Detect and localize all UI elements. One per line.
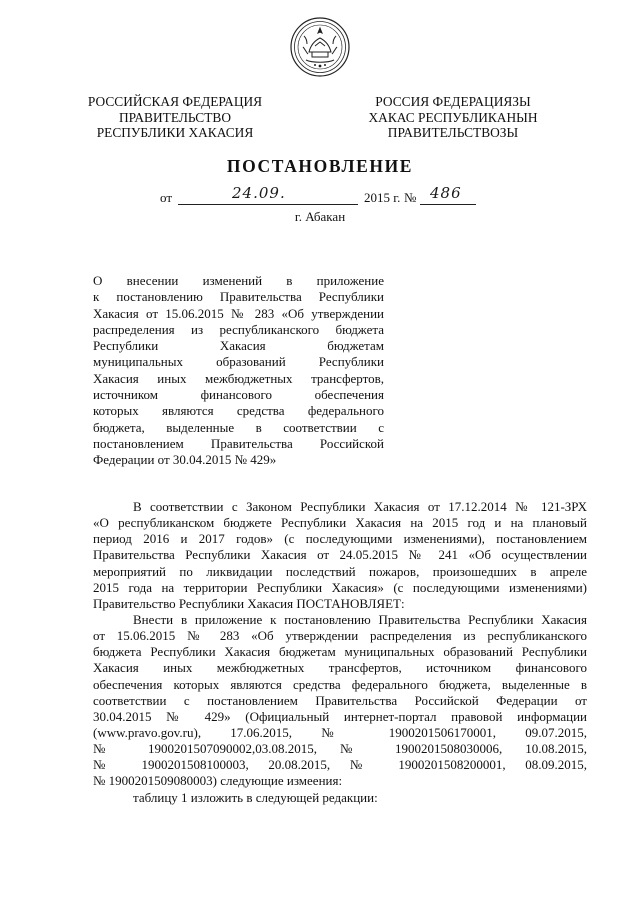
body-text [93, 499, 587, 806]
body-line: № 1900201508100003, 20.08.2015, № 1900201508200001, 08.09.2015, [93, 757, 587, 773]
body-line: Хакасия иных межбюджетных трансфертов, источником финансового [93, 660, 587, 676]
subject-line: источником финансового обеспечения [93, 387, 384, 403]
subject-line: бюджета, выделенные в соответствии с [93, 419, 384, 435]
subject-line: Республики Хакасия бюджетам [93, 338, 384, 354]
subject-line: постановлением Правительства Российской [93, 435, 384, 451]
date-handwritten: 24.09. [232, 184, 286, 202]
body-line: мероприятий по ликвидации последствий пожаров, произошедших в апреле [93, 563, 587, 579]
subject-line: Хакасия от 15.06.2015 № 283 «Об утверждении [93, 305, 384, 321]
subject-line: О внесении изменений в приложение [93, 273, 384, 288]
body-line: Внести в приложение к постановлению Правительства Республики Хакасия [133, 611, 587, 627]
date-from-label: от [160, 190, 173, 205]
header-left [60, 94, 290, 141]
body-line: № 1900201509080003) следующие измеения: [93, 773, 343, 789]
subject-line: Федерации от 30.04.2015 № 429» [93, 452, 277, 468]
subject-line: Хакасия иных межбюджетных трансфертов, [93, 370, 384, 386]
document-title: ПОСТАНОВЛЕНИЕ [226, 156, 414, 176]
subject-line: распределения из республиканского бюджета [93, 321, 384, 337]
header-left-line: ПРАВИТЕЛЬСТВО [118, 109, 231, 125]
subject-block [93, 273, 384, 469]
city-label: г. Абакан [294, 209, 346, 224]
body-line: № 1900201507090002,03.08.2015, № 1900201508030006, 10.08.2015, [93, 741, 587, 757]
header-left-line: РОССИЙСКАЯ ФЕДЕРАЦИЯ [87, 94, 263, 109]
body-line: Правительство Республики Хакасия ПОСТАНОВЛЯЕТ: [93, 595, 405, 611]
body-line: таблицу 1 изложить в следующей редакции: [133, 789, 378, 805]
body-line: (www.pravo.gov.ru), 17.06.2015, № 1900201506170001, 09.07.2015, [93, 724, 587, 740]
header-right-line: ПРАВИТЕЛЬСТВОЗЫ [387, 125, 519, 141]
header-left-line: РЕСПУБЛИКИ ХАКАСИЯ [96, 125, 254, 141]
coat-of-arms-emblem [289, 16, 351, 78]
body-line: период 2016 и 2017 годов» (с последующими изменениями), постановлением [93, 531, 587, 547]
number-label: № [404, 190, 417, 205]
year-label: 2015 г. [364, 190, 401, 205]
header-right-line: ХАКАС РЕСПУБЛИКАНЫН [368, 109, 538, 125]
body-line: от 15.06.2015 № 283 «Об утверждении распределения из республиканского [93, 628, 587, 644]
header-right [338, 94, 568, 141]
body-line: 30.04.2015 № 429» (Официальный интернет-портал правовой информации [93, 708, 587, 724]
subject-line: к постановлению Правительства Республики [93, 289, 384, 305]
body-line: 2015 года на территории Республики Хакасия» (с последующими изменениями) [93, 579, 587, 595]
body-line: Правительства Республики Хакасия от 24.05.2015 № 241 «Об осуществлении [93, 547, 587, 563]
body-line: бюджета Республики Хакасия бюджетам муниципальных образований Республики [93, 644, 587, 660]
body-line: обеспечения которых являются средства федерального бюджета, выделенные в [93, 676, 587, 692]
body-line: соответствии с постановлением Правительства Российской Федерации от [93, 692, 587, 708]
subject-line: которых являются средства федерального [93, 403, 384, 419]
number-handwritten: 486 [430, 184, 462, 202]
header-right-line: РОССИЯ ФЕДЕРАЦИЯЗЫ [375, 94, 531, 109]
body-line: В соответствии с Законом Республики Хакасия от 17.12.2014 № 121-ЗРХ [133, 499, 587, 514]
subject-line: муниципальных образований Республики [93, 354, 384, 370]
body-line: «О республиканском бюджете Республики Хакасия на 2015 год и на плановый [93, 515, 587, 531]
